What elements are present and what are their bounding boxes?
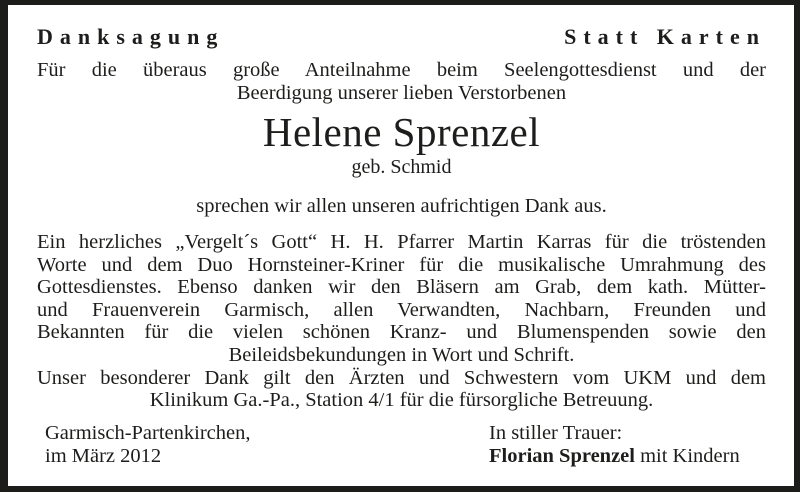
mourning-label: In stiller Trauer: [489, 421, 623, 444]
thanks-line: sprechen wir allen unseren aufrichtigen Dank aus. [196, 195, 607, 217]
notice-header [37, 24, 766, 50]
acknowledgement-line: und Frauenverein Garmisch, allen Verwandten, Nachbarn, Freunden und [37, 298, 766, 321]
hospital-thanks-line: Klinikum Ga.-Pa., Station 4/1 für die fürsorgliche Betreuung. [149, 389, 654, 412]
intro-paragraph [37, 59, 766, 105]
date-line: im März 2012 [45, 444, 162, 467]
mourners-block [489, 422, 766, 468]
place-line: Garmisch-Partenkirchen, [45, 421, 251, 444]
intro-line-2: Beerdigung unserer lieben Verstorbenen [236, 82, 567, 104]
mourner-suffix: mit Kindern [634, 444, 740, 467]
acknowledgement-line: Beileidsbekundungen in Wort und Schrift. [228, 343, 575, 366]
place-date-block [37, 422, 489, 468]
deceased-name: Helene Sprenzel [262, 109, 541, 155]
notice-footer [37, 422, 766, 468]
hospital-thanks-line: Unser besonderer Dank gilt den Ärzten und Schwestern vom UKM und dem [37, 366, 766, 389]
header-right-title: Statt Karten [564, 24, 766, 49]
hospital-thanks-paragraph [37, 367, 766, 412]
acknowledgement-paragraph [37, 231, 766, 367]
intro-line-1: Für die überaus große Anteilnahme beim Seelengottesdienst und der [37, 59, 766, 81]
acknowledgement-line: Worte und dem Duo Hornsteiner-Kriner für die musikalische Umrahmung des [37, 253, 766, 276]
mourner-name: Florian Sprenzel [489, 444, 635, 467]
mourner-line [489, 445, 766, 468]
acknowledgement-line: Bekannten für die vielen schönen Kranz- und Blumenspenden sowie den [37, 321, 766, 344]
header-left-title: Danksagung [37, 24, 225, 49]
maiden-name: geb. Schmid [351, 156, 452, 178]
acknowledgement-line: Gottesdienstes. Ebenso danken wir den Bläsern am Grab, dem kath. Mütter- [37, 276, 766, 299]
acknowledgement-line: Ein herzliches „Vergelt´s Gott“ H. H. Pfarrer Martin Karras für die tröstenden [37, 231, 766, 253]
notice-content [8, 5, 794, 486]
